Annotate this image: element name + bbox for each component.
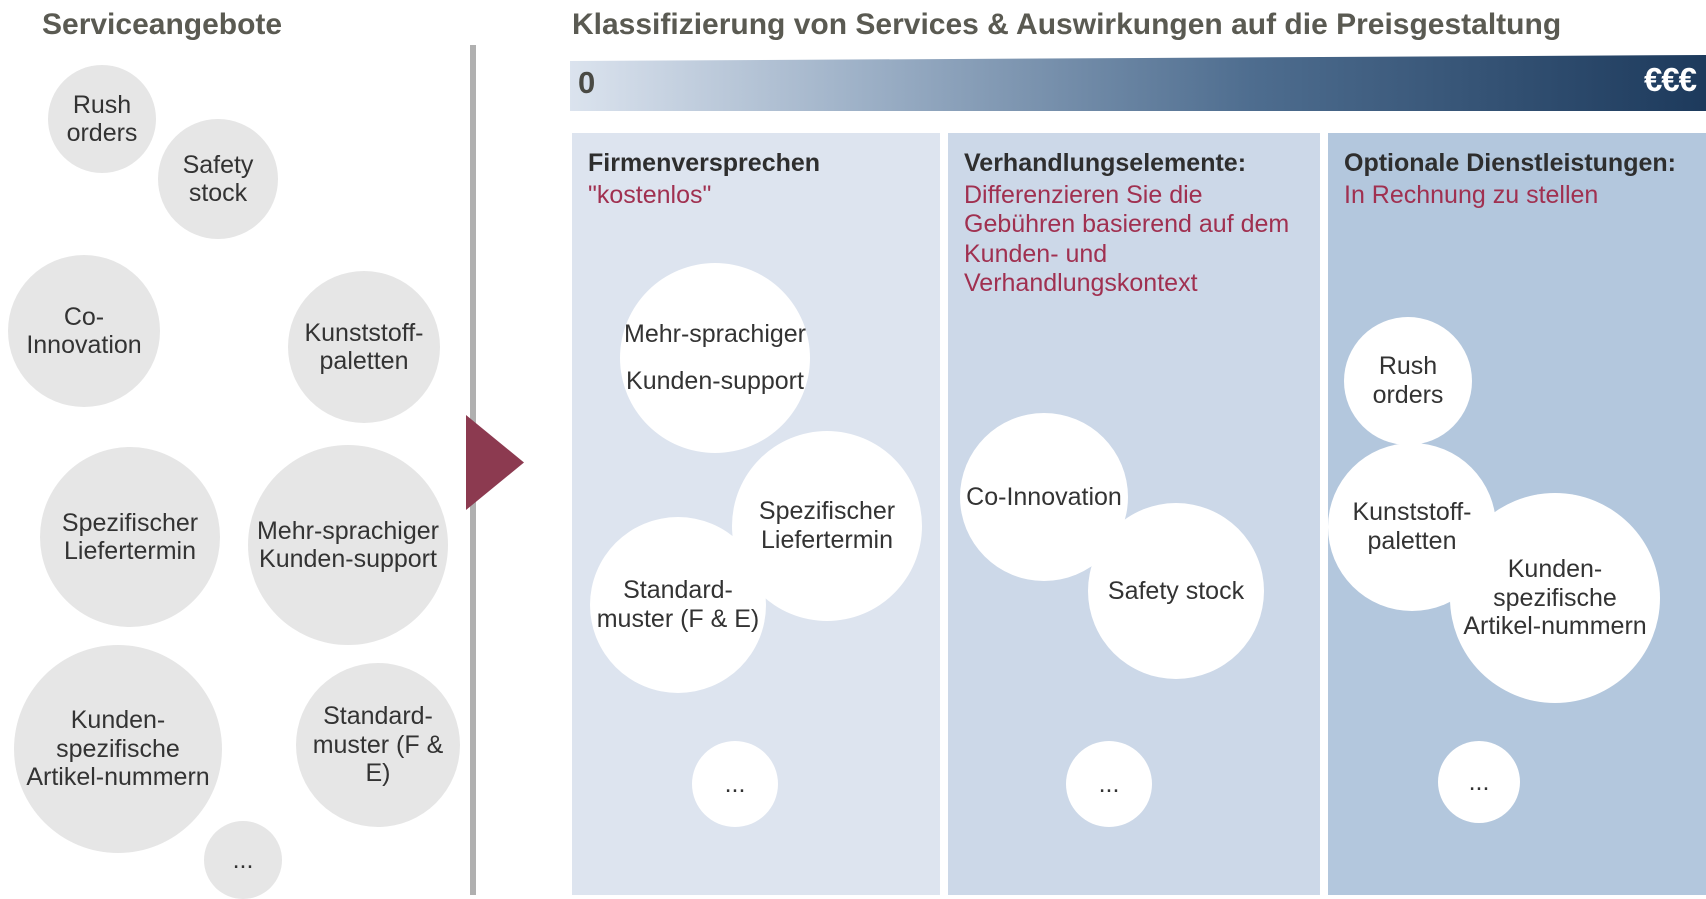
column-verhandlungselemente — [948, 133, 1320, 895]
bubble-label: Standard-muster (F & E) — [312, 702, 444, 788]
bubble-label: Kunststoff-paletten — [1352, 498, 1472, 555]
bubble-label: Rush orders — [66, 90, 138, 147]
column-subheading: Differenzieren Sie die Gebühren basierend auf dem Kunden- und Verhandlungskontext — [964, 180, 1290, 297]
service-bubble — [590, 517, 766, 693]
bubble-more — [692, 741, 778, 827]
service-bubble — [248, 445, 448, 645]
column-header — [1344, 149, 1694, 210]
scale-max-label: €€€ — [1643, 61, 1696, 98]
bubble-label: Safety stock — [182, 150, 254, 207]
bubble-label: Spezifischer Liefertermin — [758, 497, 896, 554]
service-bubble — [1450, 493, 1660, 703]
bubble-label: Mehr-sprachiger Kunden-support — [256, 516, 439, 573]
service-bubble — [1088, 503, 1264, 679]
bubble-label: ... — [1468, 767, 1490, 796]
bubble-label: Safety stock — [1107, 576, 1245, 605]
bubble-label: Kunststoff-paletten — [304, 318, 424, 375]
bubble-label: Kunden-spezifische Artikel-nummern — [26, 706, 210, 792]
service-bubble — [14, 645, 222, 853]
bubble-label: Standard-muster (F & E) — [596, 576, 760, 633]
service-bubble — [288, 271, 440, 423]
classification-panel — [570, 55, 1706, 895]
service-bubble — [158, 119, 278, 239]
service-bubble — [8, 255, 160, 407]
left-panel-title: Serviceangebote — [42, 8, 283, 41]
flow-arrow-icon — [466, 415, 526, 510]
scale-min-label: 0 — [578, 65, 596, 100]
bubble-label: ... — [232, 845, 254, 874]
service-bubble — [296, 663, 460, 827]
column-optionale-dienstleistungen — [1328, 133, 1706, 895]
column-subheading: "kostenlos" — [588, 180, 712, 209]
service-bubble — [1344, 317, 1472, 445]
bubble-label: Co-Innovation — [26, 302, 142, 359]
right-panel-title: Klassifizierung von Services & Auswirkungen auf die Preisgestaltung — [572, 8, 1562, 41]
service-bubble — [620, 263, 810, 453]
column-subheading: In Rechnung zu stellen — [1344, 180, 1599, 209]
bubble-label: ... — [1098, 769, 1120, 798]
bubble-label: Spezifischer Liefertermin — [61, 508, 199, 565]
bubble-label: Kunden-spezifische Artikel-nummern — [1463, 554, 1647, 641]
bubble-more — [204, 821, 282, 899]
column-firmenversprechen — [572, 133, 940, 895]
column-header — [964, 149, 1308, 299]
price-scale-band — [570, 55, 1706, 111]
bubble-label: ... — [724, 769, 746, 798]
bubble-more — [1438, 741, 1520, 823]
service-offer-bubble-cloud — [0, 55, 470, 895]
column-heading: Verhandlungselemente: — [964, 149, 1247, 177]
service-bubble — [40, 447, 220, 627]
service-bubble — [48, 65, 156, 173]
column-header — [588, 149, 928, 210]
column-heading: Firmenversprechen — [588, 149, 821, 177]
bubble-label: Co-Innovation — [966, 482, 1122, 511]
bubble-label: Rush orders — [1372, 352, 1444, 409]
bubble-label: Mehr-sprachiger Kunden-support — [624, 320, 807, 395]
bubble-more — [1066, 741, 1152, 827]
column-heading: Optionale Dienstleistungen: — [1344, 149, 1676, 177]
